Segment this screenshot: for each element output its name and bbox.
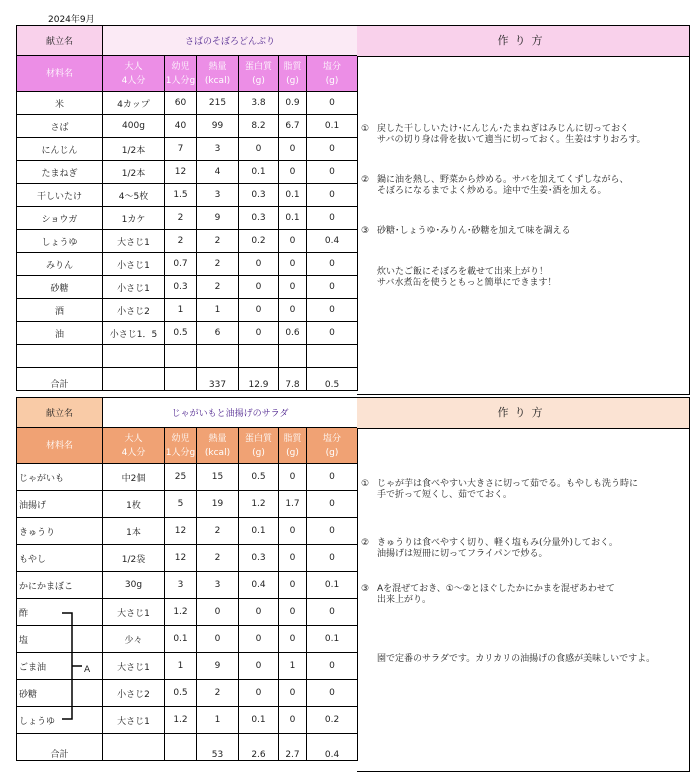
cell-adult: 4～5枚 xyxy=(103,184,165,207)
cell-adult: 中2個 xyxy=(103,464,165,491)
cell-fat: 0.1 xyxy=(279,184,307,207)
cell-child: 12 xyxy=(165,518,197,545)
step-2: ② 鍋に油を熱し、野菜から炒める。サバを加えてくずしながら、 そぼろになるまでよく炒める。途中で生姜･酒を加える。 xyxy=(361,175,629,196)
cell-name: 油 xyxy=(17,322,103,345)
total-kcal: 53 xyxy=(197,734,239,761)
cell-fat: 0 xyxy=(279,276,307,299)
ingredient-row xyxy=(17,299,358,322)
cell-salt: 0.1 xyxy=(307,626,358,653)
cell-protein: 0 xyxy=(239,680,279,707)
cell-adult: 1枚 xyxy=(103,491,165,518)
dish-name: さばのそぼろどんぶり xyxy=(103,26,358,56)
cell-salt: 0 xyxy=(307,680,358,707)
cell-salt: 0 xyxy=(307,545,358,572)
ingredient-row xyxy=(17,115,358,138)
cell-fat: 0 xyxy=(279,680,307,707)
cell-name: にんじん xyxy=(17,138,103,161)
cell-child: 5 xyxy=(165,491,197,518)
kcal-header: 熱量 (kcal) xyxy=(197,428,239,464)
method-header: 作り方 xyxy=(357,26,689,57)
ingredient-row xyxy=(17,92,358,115)
zairyo-header: 材料名 xyxy=(17,428,103,464)
cell-adult: 大さじ1 xyxy=(103,653,165,680)
cell-kcal: 0 xyxy=(197,599,239,626)
cell-kcal: 6 xyxy=(197,322,239,345)
cell-fat: 0 xyxy=(279,545,307,572)
child-header: 幼児 1人分g xyxy=(165,428,197,464)
cell-fat: 0.1 xyxy=(279,207,307,230)
ingredient-row xyxy=(17,138,358,161)
recipe-block-2 xyxy=(16,397,690,772)
cell-name: 米 xyxy=(17,92,103,115)
ingredient-row xyxy=(17,464,358,491)
cell-fat: 0 xyxy=(279,572,307,599)
cell-child: 1 xyxy=(165,299,197,322)
cell-kcal: 2 xyxy=(197,545,239,572)
step-note: 園で定番のサラダです。カリカリの油揚げの食感が美味しいですよ。 xyxy=(377,654,656,664)
cell-salt: 0 xyxy=(307,464,358,491)
cell-child: 3 xyxy=(165,572,197,599)
cell-protein: 0 xyxy=(239,653,279,680)
cell-child: 0.3 xyxy=(165,276,197,299)
adult-header: 大人 4人分 xyxy=(103,56,165,92)
ingredient-row xyxy=(17,572,358,599)
cell-salt: 0 xyxy=(307,253,358,276)
ingredient-row xyxy=(17,253,358,276)
ingredient-row xyxy=(17,230,358,253)
step-3: ③ Aを混ぜておき、①～②とほぐしたかにかまを混ぜあわせて 出来上がり。 xyxy=(361,584,615,605)
cell-kcal: 3 xyxy=(197,138,239,161)
cell-adult: 小さじ1．5 xyxy=(103,322,165,345)
cell-protein: 0.3 xyxy=(239,207,279,230)
cell-adult: 400g xyxy=(103,115,165,138)
cell-fat: 0 xyxy=(279,230,307,253)
ingredient-table-1 xyxy=(16,25,358,391)
cell-child: 0.5 xyxy=(165,680,197,707)
cell-name: 塩 xyxy=(17,626,103,653)
child-header: 幼児 1人分g xyxy=(165,56,197,92)
cell-adult: 1本 xyxy=(103,518,165,545)
kondate-label: 献立名 xyxy=(17,26,103,56)
total-protein: 12.9 xyxy=(239,368,279,391)
cell-adult: 1/2本 xyxy=(103,138,165,161)
ingredient-row xyxy=(17,184,358,207)
step-1: ① 戻した干ししいたけ･にんじん･たまねぎはみじんに切っておく サバの切り身は骨を抜いて適当に切っておく。生姜はすりおろす。 xyxy=(361,124,646,145)
cell-protein: 0 xyxy=(239,299,279,322)
cell-protein: 1.2 xyxy=(239,491,279,518)
cell-protein: 0.4 xyxy=(239,572,279,599)
cell-kcal: 1 xyxy=(197,707,239,734)
cell-child: 40 xyxy=(165,115,197,138)
step-note: 炊いたご飯にそぼろを載せて出来上がり！ サバ水煮缶を使うともっと簡単にできます！ xyxy=(377,267,557,288)
total-protein: 2.6 xyxy=(239,734,279,761)
cell-child: 2 xyxy=(165,230,197,253)
cell-fat: 0 xyxy=(279,138,307,161)
cell-fat: 0 xyxy=(279,464,307,491)
cell-adult: 大さじ1 xyxy=(103,707,165,734)
cell-protein: 0.1 xyxy=(239,707,279,734)
total-kcal: 337 xyxy=(197,368,239,391)
ingredient-row xyxy=(17,491,358,518)
ingredient-row xyxy=(17,518,358,545)
cell-salt: 0 xyxy=(307,299,358,322)
cell-kcal: 9 xyxy=(197,207,239,230)
salt-header: 塩分 (g) xyxy=(307,56,358,92)
cell-fat: 6.7 xyxy=(279,115,307,138)
cell-child: 25 xyxy=(165,464,197,491)
cell-adult: 1カケ xyxy=(103,207,165,230)
cell-child: 0.5 xyxy=(165,322,197,345)
cell-protein: 3.8 xyxy=(239,92,279,115)
cell-salt: 0.1 xyxy=(307,115,358,138)
total-salt: 0.4 xyxy=(307,734,358,761)
cell-protein: 0 xyxy=(239,138,279,161)
cell-fat: 0 xyxy=(279,299,307,322)
cell-kcal: 2 xyxy=(197,518,239,545)
step-3: ③ 砂糖･しょうゆ･みりん･砂糖を加えて味を調える xyxy=(361,226,571,236)
cell-fat: 0 xyxy=(279,707,307,734)
cell-salt: 0 xyxy=(307,653,358,680)
cell-fat: 0 xyxy=(279,599,307,626)
cell-child: 1 xyxy=(165,653,197,680)
cell-adult: 小さじ2 xyxy=(103,680,165,707)
cell-fat: 0 xyxy=(279,626,307,653)
cell-fat: 0 xyxy=(279,253,307,276)
cell-protein: 0 xyxy=(239,276,279,299)
cell-adult: 大さじ1 xyxy=(103,230,165,253)
cell-name: たまねぎ xyxy=(17,161,103,184)
total-fat: 7.8 xyxy=(279,368,307,391)
ingredient-row xyxy=(17,276,358,299)
cell-adult: 小さじ1 xyxy=(103,253,165,276)
method-panel-2 xyxy=(357,397,690,772)
cell-kcal: 0 xyxy=(197,626,239,653)
date-label: 2024年9月 xyxy=(48,15,95,25)
step-2: ② きゅうりは食べやすく切り、軽く塩もみ(分量外)しておく。 油揚げは短冊に切ってフライパンで炒る。 xyxy=(361,538,618,559)
cell-child: 0.1 xyxy=(165,626,197,653)
total-label: 合計 xyxy=(17,368,103,391)
cell-salt: 0 xyxy=(307,138,358,161)
cell-child: 2 xyxy=(165,207,197,230)
cell-fat: 1.7 xyxy=(279,491,307,518)
recipe-block-1 xyxy=(16,25,690,395)
cell-salt: 0 xyxy=(307,599,358,626)
cell-name: 油揚げ xyxy=(17,491,103,518)
protein-header: 蛋白質 (g) xyxy=(239,428,279,464)
cell-kcal: 2 xyxy=(197,276,239,299)
zairyo-header: 材料名 xyxy=(17,56,103,92)
cell-salt: 0.4 xyxy=(307,230,358,253)
cell-kcal: 4 xyxy=(197,161,239,184)
cell-fat: 1 xyxy=(279,653,307,680)
cell-kcal: 2 xyxy=(197,253,239,276)
protein-header: 蛋白質 (g) xyxy=(239,56,279,92)
cell-kcal: 3 xyxy=(197,572,239,599)
cell-fat: 0.6 xyxy=(279,322,307,345)
group-a-label: A xyxy=(84,665,91,675)
fat-header: 脂質 (g) xyxy=(279,56,307,92)
cell-adult: 4カップ xyxy=(103,92,165,115)
cell-child: 1.5 xyxy=(165,184,197,207)
cell-salt: 0.2 xyxy=(307,707,358,734)
cell-salt: 0 xyxy=(307,518,358,545)
cell-name: もやし xyxy=(17,545,103,572)
total-row xyxy=(17,734,358,761)
cell-child: 1.2 xyxy=(165,599,197,626)
cell-child: 7 xyxy=(165,138,197,161)
cell-protein: 0 xyxy=(239,599,279,626)
dish-name: じゃがいもと油揚げのサラダ xyxy=(103,398,358,428)
cell-kcal: 2 xyxy=(197,680,239,707)
cell-salt: 0.1 xyxy=(307,572,358,599)
cell-kcal: 99 xyxy=(197,115,239,138)
cell-protein: 0.5 xyxy=(239,464,279,491)
cell-salt: 0 xyxy=(307,491,358,518)
cell-name: 酢 xyxy=(17,599,103,626)
cell-child: 12 xyxy=(165,161,197,184)
adult-header: 大人 4人分 xyxy=(103,428,165,464)
cell-protein: 0.1 xyxy=(239,161,279,184)
cell-name: じゃがいも xyxy=(17,464,103,491)
cell-name: 干しいたけ xyxy=(17,184,103,207)
cell-name: さば xyxy=(17,115,103,138)
cell-adult: 1/2袋 xyxy=(103,545,165,572)
cell-adult: 大さじ1 xyxy=(103,599,165,626)
cell-name: 酒 xyxy=(17,299,103,322)
cell-protein: 0 xyxy=(239,322,279,345)
empty-row xyxy=(17,345,358,368)
cell-kcal: 9 xyxy=(197,653,239,680)
cell-protein: 0.2 xyxy=(239,230,279,253)
ingredient-row xyxy=(17,545,358,572)
cell-child: 12 xyxy=(165,545,197,572)
cell-adult: 1/2本 xyxy=(103,161,165,184)
cell-kcal: 1 xyxy=(197,299,239,322)
cell-child: 60 xyxy=(165,92,197,115)
cell-name: きゅうり xyxy=(17,518,103,545)
cell-kcal: 3 xyxy=(197,184,239,207)
total-fat: 2.7 xyxy=(279,734,307,761)
cell-name: かにかまぼこ xyxy=(17,572,103,599)
cell-name: ショウガ xyxy=(17,207,103,230)
cell-protein: 0 xyxy=(239,626,279,653)
fat-header: 脂質 (g) xyxy=(279,428,307,464)
cell-fat: 0.9 xyxy=(279,92,307,115)
cell-salt: 0 xyxy=(307,92,358,115)
cell-kcal: 215 xyxy=(197,92,239,115)
cell-protein: 0.1 xyxy=(239,518,279,545)
cell-kcal: 2 xyxy=(197,230,239,253)
total-salt: 0.5 xyxy=(307,368,358,391)
ingredient-row xyxy=(17,207,358,230)
cell-protein: 0.3 xyxy=(239,184,279,207)
cell-salt: 0 xyxy=(307,322,358,345)
total-label: 合計 xyxy=(17,734,103,761)
cell-salt: 0 xyxy=(307,276,358,299)
cell-protein: 0 xyxy=(239,253,279,276)
cell-name: みりん xyxy=(17,253,103,276)
cell-kcal: 15 xyxy=(197,464,239,491)
cell-salt: 0 xyxy=(307,184,358,207)
cell-adult: 小さじ2 xyxy=(103,299,165,322)
cell-fat: 0 xyxy=(279,518,307,545)
salt-header: 塩分 (g) xyxy=(307,428,358,464)
cell-protein: 0.3 xyxy=(239,545,279,572)
cell-name: しょうゆ xyxy=(17,707,103,734)
method-header: 作り方 xyxy=(357,398,689,429)
cell-child: 1.2 xyxy=(165,707,197,734)
cell-child: 0.7 xyxy=(165,253,197,276)
kondate-label: 献立名 xyxy=(17,398,103,428)
cell-name: ごま油 xyxy=(17,653,103,680)
cell-protein: 8.2 xyxy=(239,115,279,138)
cell-adult: 小さじ1 xyxy=(103,276,165,299)
cell-salt: 0 xyxy=(307,207,358,230)
ingredient-row xyxy=(17,161,358,184)
cell-adult: 30g xyxy=(103,572,165,599)
cell-name: 砂糖 xyxy=(17,276,103,299)
total-row xyxy=(17,368,358,391)
kcal-header: 熱量 (kcal) xyxy=(197,56,239,92)
cell-name: しょうゆ xyxy=(17,230,103,253)
method-panel-1 xyxy=(357,25,690,395)
cell-adult: 少々 xyxy=(103,626,165,653)
ingredient-row xyxy=(17,322,358,345)
cell-fat: 0 xyxy=(279,161,307,184)
cell-salt: 0 xyxy=(307,161,358,184)
cell-name: 砂糖 xyxy=(17,680,103,707)
cell-kcal: 19 xyxy=(197,491,239,518)
step-1: ① じゃが芋は食べやすい大きさに切って茹でる。もやしも洗う時に 手で折って短くし、茹でておく。 xyxy=(361,479,639,500)
